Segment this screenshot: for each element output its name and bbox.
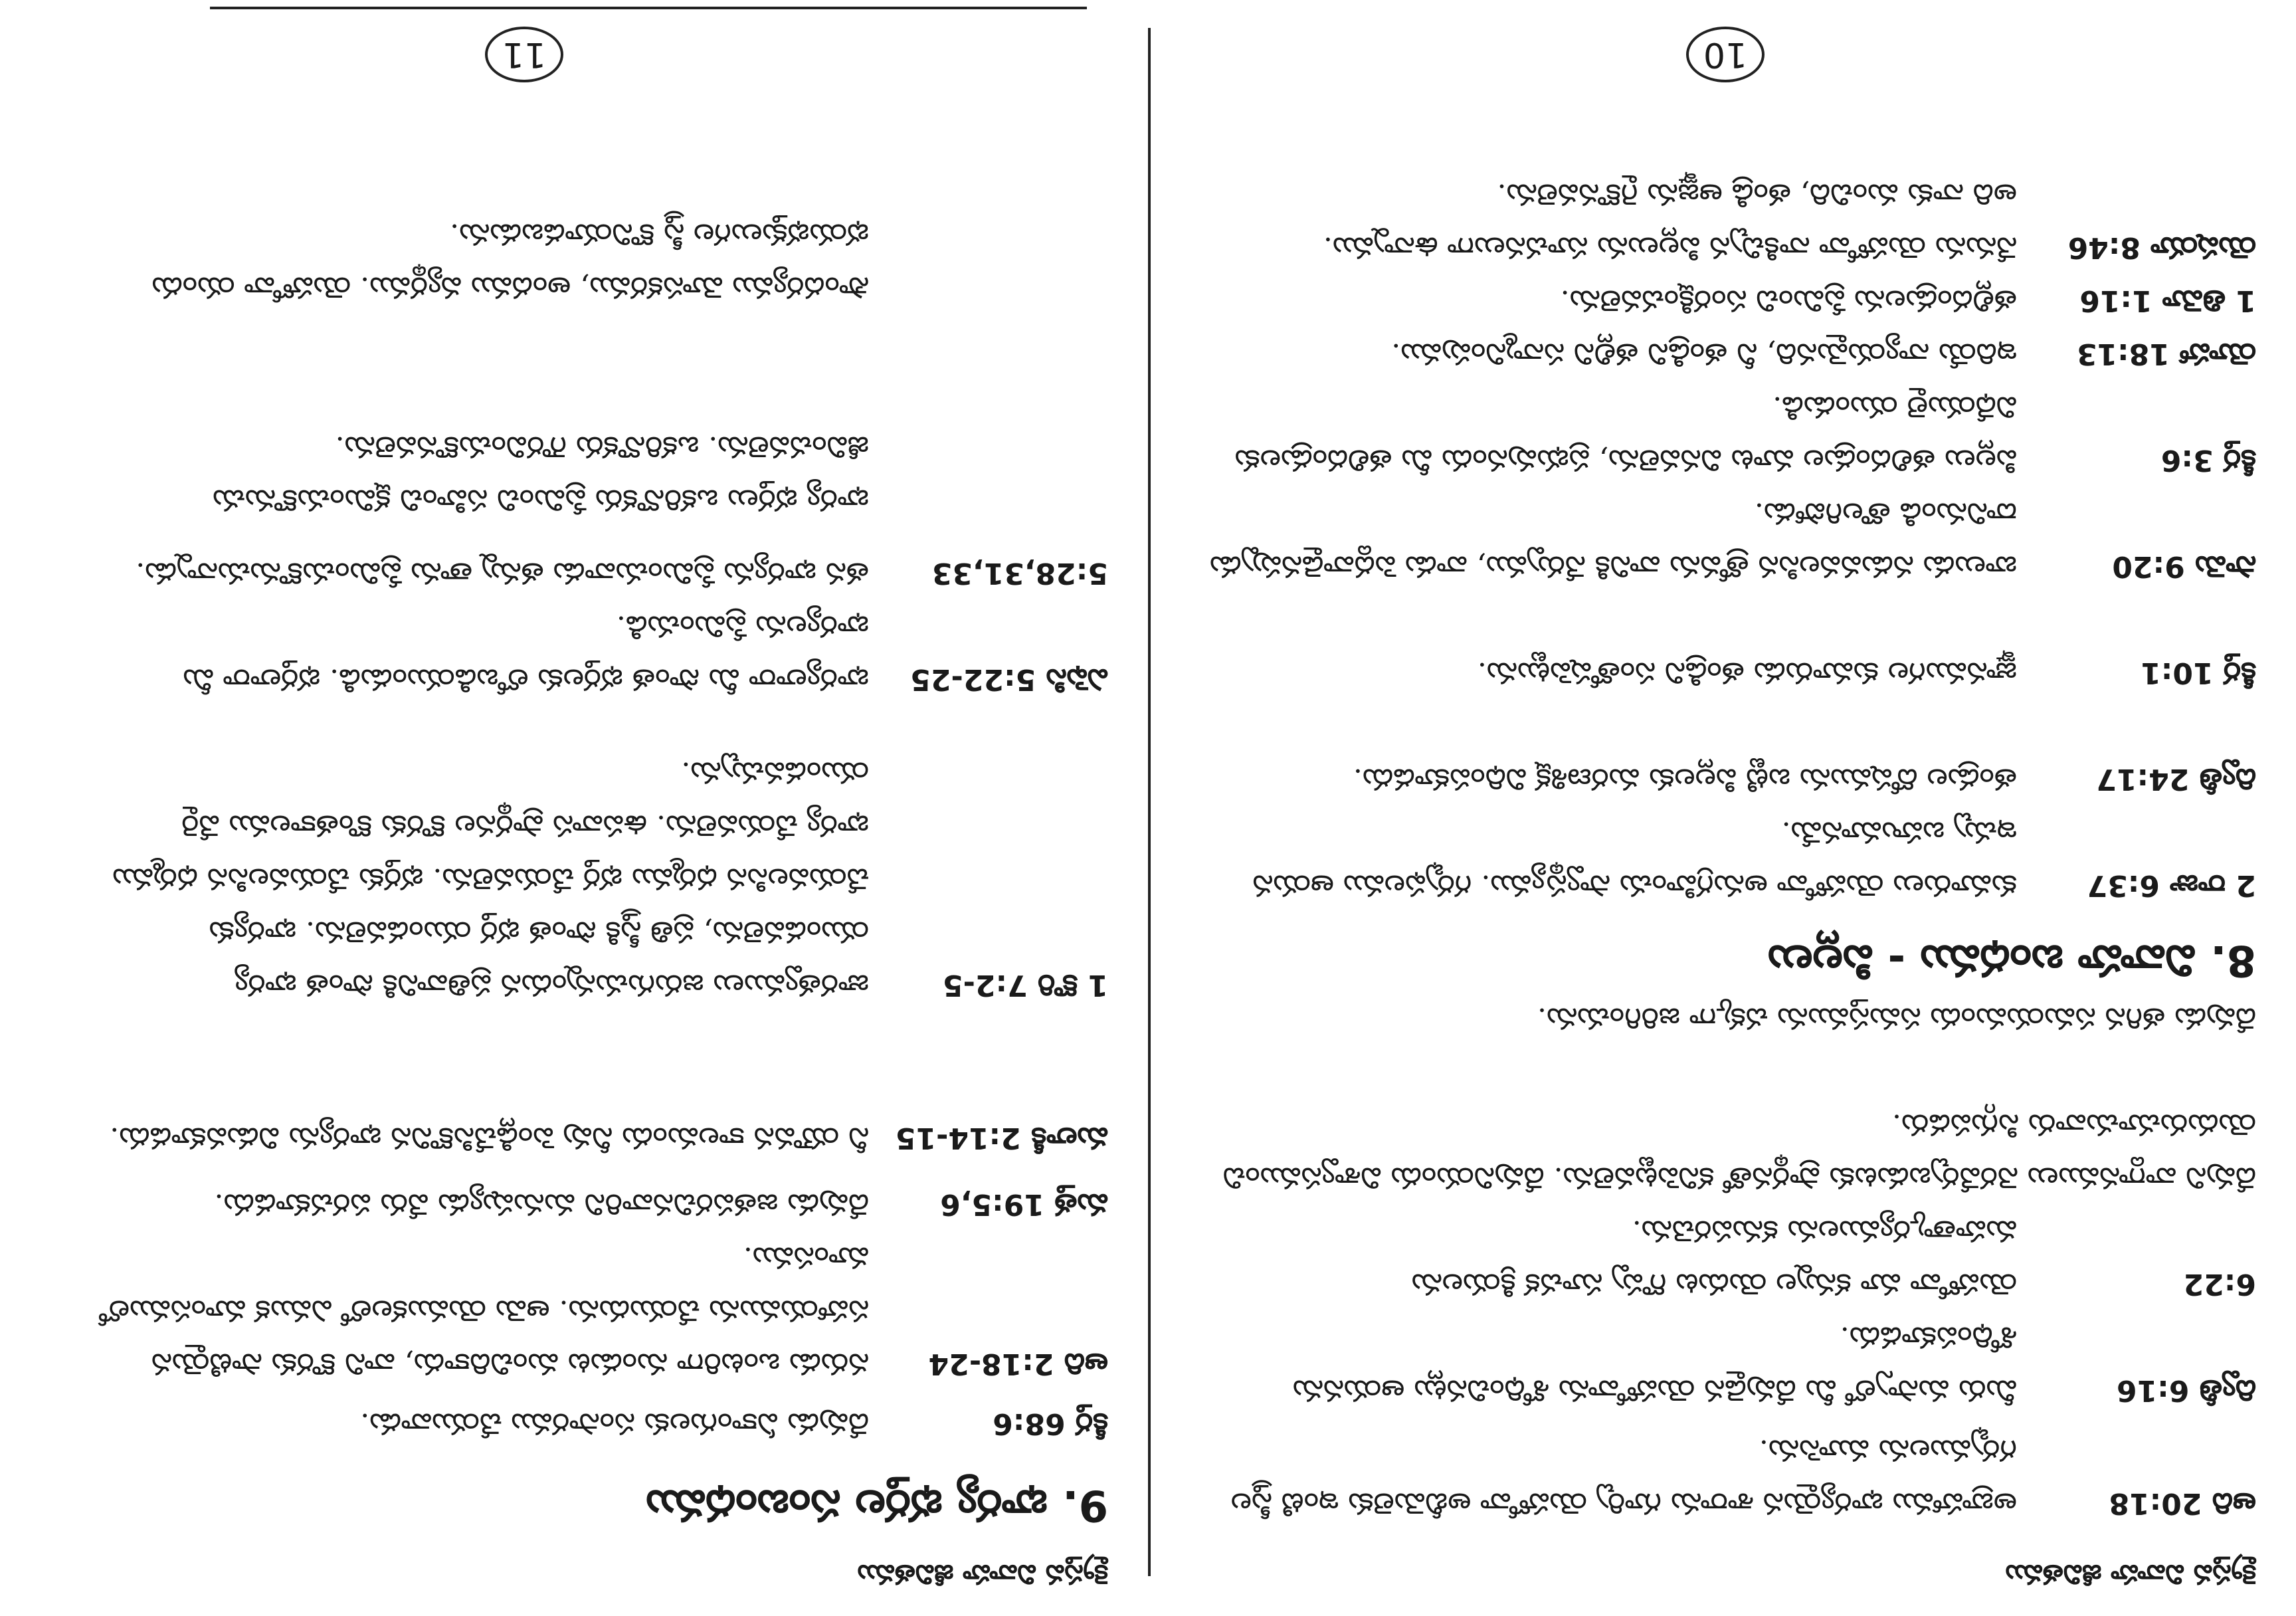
- verse-entry: [1206, 221, 2256, 274]
- verse-text: దేవుడు ఏకాంగులకు సంసారము చేయువాడు.: [360, 1407, 869, 1441]
- verse-text: తల్లిదండ్రులను ప్రేమించి సంరక్షించవలెను.: [1560, 284, 2017, 318]
- section-title: 8. వివాహ బంధము - పిల్లలు: [1767, 936, 2256, 985]
- verse-text: పిల్లలు తలిదండ్రుల మాట వినవలెను, ప్రభువునందు మీ తలిదండ్రులకు విధేయులై యుండుడి.: [1234, 390, 2017, 477]
- verse-reference: యోహా 18:13: [2076, 337, 2256, 371]
- paragraph: అది నాకు మంచిది, తండ్రి ఆజ్ఞను గైకొనవలెను.: [1497, 177, 2017, 211]
- verse-entry: [1206, 486, 2256, 593]
- verse-entry: [1206, 274, 2256, 327]
- verse-reference: 1 తిమో 1:16: [2079, 284, 2256, 318]
- verse-text: బాలుడు నడువవలసిన త్రోవను వానికి నేర్పుము, వాడు పెద్దవాడైనప్పుడు దానినుండి తొలగిపోడు.: [1209, 496, 2017, 583]
- section-title: 9. భార్య భర్తల సంబంధము: [646, 1480, 1108, 1530]
- verse-text: జ్ఞానముగల కుమారుడు తండ్రిని సంతోషపెట్టును.: [1477, 656, 2017, 690]
- verse-reference: 5:28,31,33: [931, 556, 1108, 590]
- page-number: 10: [1686, 27, 1765, 82]
- verse-reference: 1 కొరి 7:2-5: [942, 968, 1108, 1002]
- verse-text: దేవుడు జతపరచినవారిని మనుష్యుడు వేరు పరచకూడదు.: [214, 1187, 869, 1221]
- verse-reference: కీర్త 68:6: [993, 1407, 1108, 1441]
- verse-entry: [1206, 752, 2256, 805]
- verse-entry: [72, 746, 1108, 1011]
- verse-entry: [72, 1231, 1108, 1390]
- verse-text: నేనును యెహోవా నాకిచ్చిన పిల్లలును సూచనలుగా ఉన్నాము.: [1323, 231, 2017, 264]
- verse-reference: కీర్త 3:6: [2160, 443, 2256, 477]
- page-10: [1148, 0, 2296, 1616]
- verse-reference: ఆది 20:18: [2109, 1486, 2256, 1520]
- verse-text: నరుడు ఒంటరిగా నుండుట మంచిదికాదు, వాని కొరకు సాటియైన సహాయమును చేయుదును. ఆమె యెముకలలో ఎముక మాంసములో మాంసము.: [99, 1241, 869, 1381]
- verse-reference: యెషయా 8:46: [2067, 231, 2256, 264]
- verse-entry: [1206, 646, 2256, 699]
- verse-entry: [1206, 805, 2256, 912]
- verse-reference: 2 రాజు 6:37: [2087, 868, 2256, 902]
- verse-entry: [1206, 327, 2256, 380]
- verse-text: యెహోవా మా కన్నుల యెదుట గొప్ప సూచక క్రియలను మహత్కార్యములను కనుపరచెను.: [1411, 1214, 2017, 1301]
- verse-reference: సామె 9:20: [2112, 550, 2256, 583]
- verse-text: అబ్రాహాము భార్యయైన శారాను గూర్చి యెహోవా అబీమెలెకు ఇంటి స్త్రీల గర్భములను మూసెను.: [1230, 1433, 2017, 1520]
- verse-reference: ఎఫెసి 5:22-25: [910, 662, 1108, 696]
- verse-text: తన భార్యను ప్రేమించువాడు తన్ను తాను ప్రేమించుకొనుచున్నాడు.: [136, 556, 869, 590]
- verse-entry: [72, 546, 1108, 599]
- verse-entry: [72, 599, 1108, 706]
- verse-text: తండ్రుల దోషమును బట్టి పిల్లలకు మరణశిక్ష విధింపకూడదు.: [1353, 762, 2017, 796]
- verse-reference: 6:22: [2183, 1267, 2256, 1301]
- verse-reference: ద్వితీ 24:17: [2096, 762, 2256, 796]
- verse-entry: [72, 1111, 1108, 1164]
- verse-text: నీ యౌవన కాలమందు నీవు పెండ్లిచేసికొనిన భార్యను విడువకూడదు.: [110, 1121, 869, 1155]
- verse-reference: ద్వితీ 6:16: [2116, 1373, 2256, 1407]
- paragraph: దేవుడు తగిన సమయమందు సమస్తమును చక్కగా జరిగించును.: [1537, 1001, 2256, 1035]
- page-number: 11: [485, 27, 563, 82]
- paragraph: సౌందర్యము మోసకరము, అందము వ్యర్థము. యెహోవా యందు భయభక్తులుగల స్త్రీ కొనియాడబడును.: [151, 217, 869, 304]
- verse-text: మీరు మస్సాలో మీ దేవుడైన యెహోవాను శోధించినట్లు ఆయనను శోధింపకూడదు.: [1292, 1320, 2017, 1407]
- verse-text: కుమారులు యెహోవా అనుగ్రహించు స్వాస్థ్యము. గర్భఫలము ఆయన ఇచ్చు బహుమానమే.: [1252, 815, 2017, 902]
- verse-text: జారత్వములు జరుగుచున్నందున ప్రతివానికి సొంత భార్య యుండవలెను, ప్రతి స్త్రీకి సొంత భర్త యుండవలెను. భార్యకు చేయవలసిన ధర్మము భర్త చేయవలెను. భర్తకు చేయవలసిన ధర్మము భార్య చేయవలెను. ఉపవాస ప్రార్థనల కొరకు కొంతకాలము వేరై యుండవచ్చును.: [112, 756, 869, 1002]
- running-head: క్రైస్తవ వివాహ జీవితము: [2005, 1559, 2256, 1589]
- verse-reference: మలాకీ 2:14-15: [895, 1121, 1108, 1155]
- verse-text: ఇదియే న్యాయమైనది, నీ తండ్రిని తల్లిని సన్మానింపుము.: [1391, 337, 2017, 371]
- verse-entry: [1206, 380, 2256, 486]
- verse-entry: [1206, 1423, 2256, 1530]
- verse-entry: [72, 1177, 1108, 1231]
- verse-reference: కీర్త 10:1: [2141, 656, 2256, 690]
- verse-entry: [72, 1397, 1108, 1450]
- paragraph: దేవుని వాగ్దానములు నెరవేర్చబడుటకు ప్రార్థనతో కనిపెట్టవలెను. దేవునియందు విశ్వాసముంచి యెదురుచూచువారు సిగ్గుపడరు.: [1222, 1108, 2256, 1195]
- paragraph: భార్య భర్తలు ఒకరినొకరు ప్రేమించి సహించి క్షమించుకొనుచు జీవించవలెను. ఒకరినొకరు గౌరవించుకొనవలెను.: [213, 430, 869, 517]
- verse-entry: [1206, 1310, 2256, 1417]
- verse-reference: ఆది 2:18-24: [928, 1347, 1108, 1381]
- verse-entry: [1206, 1204, 2256, 1310]
- running-head: క్రైస్తవ వివాహ జీవితము: [857, 1559, 1108, 1589]
- verse-reference: మత్త 19:5,6: [940, 1187, 1108, 1221]
- verse-text: భార్యలారా మీ సొంత భర్తలకు లోబడియుండుడి. భర్తలారా మీ భార్యలను ప్రేమించుడి.: [183, 609, 869, 696]
